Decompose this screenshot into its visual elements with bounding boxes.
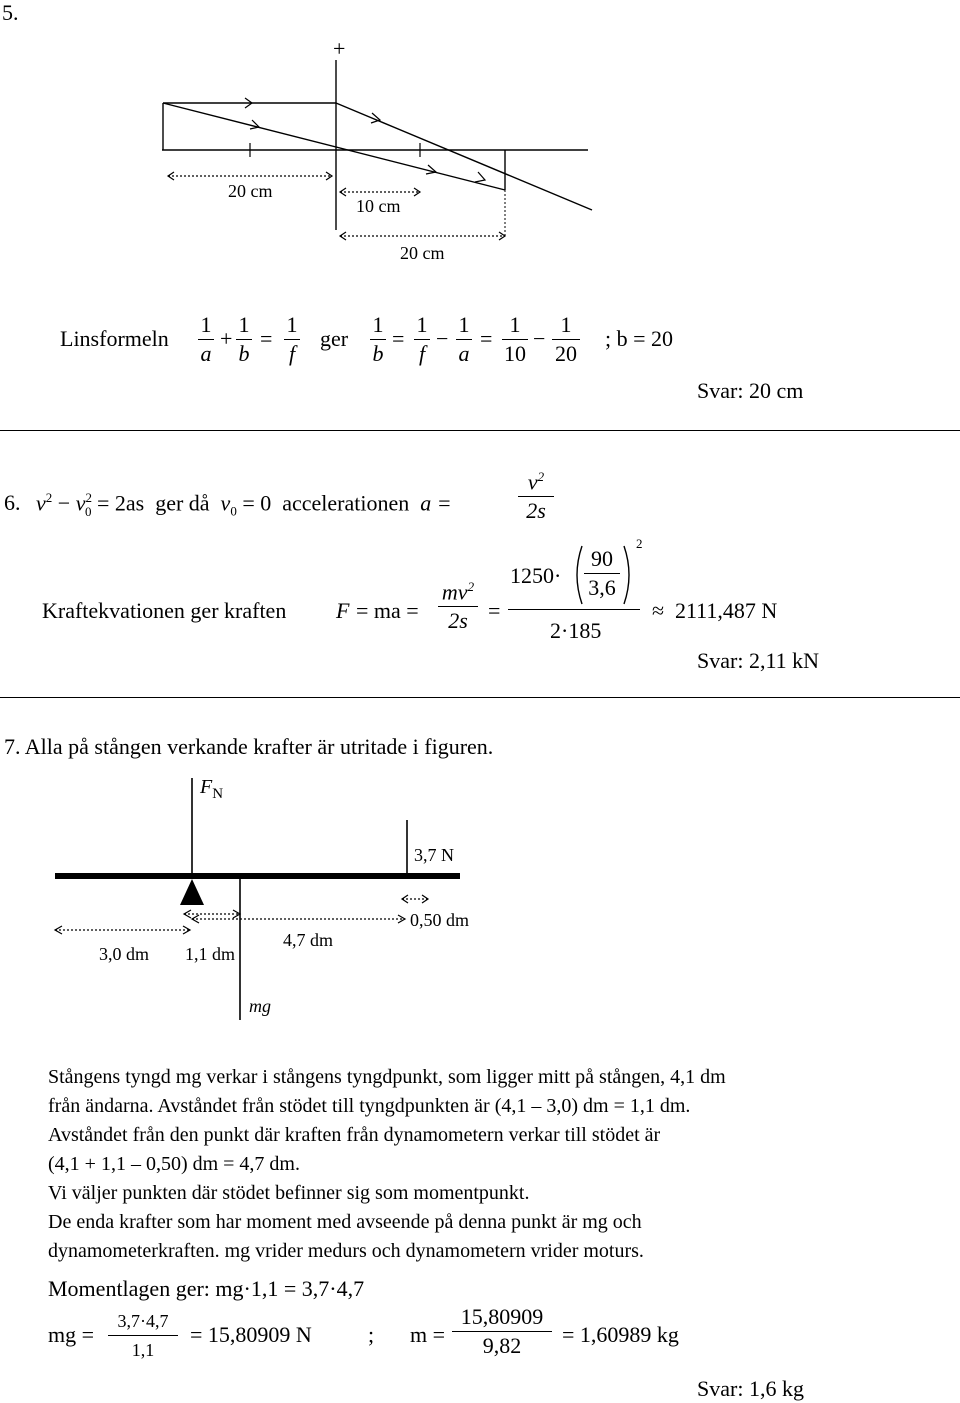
label-normal-force: $F_N$ [200, 776, 224, 802]
big-den: 2·185 [550, 618, 602, 643]
frac-v2-over-2s: $v^2$ 2s [518, 464, 554, 524]
semicolon: ; [368, 1322, 375, 1347]
lens-plus-sign: + [333, 36, 346, 61]
moment-law-equation: Momentlagen ger: mg·1,1 = 3,7·4,7 [48, 1276, 365, 1301]
equals-sign-2: = [392, 326, 405, 351]
m-eq-label: m = [410, 1322, 446, 1347]
explanation-paragraph [48, 1063, 928, 1266]
frac-90-over-3-6: 90 3,6 [584, 546, 620, 601]
label-distance-4-7dm: 4,7 dm [283, 930, 334, 950]
problem-5-number: 5. [2, 0, 19, 25]
frac-mg: 3,7·4,7 1,1 [108, 1308, 178, 1363]
lens-formula-label: Linsformeln [60, 326, 169, 351]
minus-sign: − [436, 326, 449, 351]
dim-label-10cm: 10 cm [356, 196, 401, 216]
paragraph-line: De enda krafter som har moment med avseende på denna punkt är mg och [48, 1211, 642, 1233]
answer-7: Svar: 1,6 kg [697, 1376, 804, 1401]
dim-label-20cm-object: 20 cm [228, 181, 273, 201]
frac-1-over-20: 1 20 [552, 312, 580, 367]
dim-label-20cm-image: 20 cm [400, 243, 445, 263]
force-equation-label: Kraftekvationen ger kraften [42, 598, 287, 623]
frac-1-over-a-2: 1 a [456, 312, 472, 367]
frac-1-over-10: 1 10 [504, 312, 526, 366]
equals-sign-3: = [480, 326, 493, 351]
frac-1-over-a: 1 a [198, 312, 214, 367]
mg-result: = 15,80909 N [190, 1322, 312, 1347]
b-result: ; b = 20 [605, 326, 674, 351]
force-eq-ma: = ma = [356, 598, 419, 623]
mg-eq-label: mg = [48, 1322, 95, 1347]
kinematic-equation: $v^2 - v^2_0 = 2as$ ger då $v_0 = 0$ accelerationen a = [36, 490, 452, 519]
paragraph-line: Stångens tyngd mg verkar i stångens tyngdpunkt, som ligger mitt på stången, 4,1 dm [48, 1066, 726, 1088]
label-distance-0-50dm: 0,50 dm [410, 910, 470, 930]
equals-sign: = [260, 326, 273, 351]
equals-sign-6: = [488, 598, 501, 623]
label-distance-1-1dm: 1,1 dm [185, 944, 236, 964]
problem-7-intro: 7. Alla på stången verkande krafter är utritade i figuren. [4, 734, 494, 759]
frac-mv2-over-2s: $mv^2$ 2s [438, 574, 478, 634]
frac-1-over-b: 1 b [236, 312, 252, 367]
paragraph-line: från ändarna. Avståndet från stödet till tyngdpunkten är (4,1 – 3,0) dm = 1,1 dm. [48, 1095, 691, 1117]
approx-sign: ≈ [652, 598, 665, 623]
paragraph-line: Vi väljer punkten där stödet befinner sig som momentpunkt. [48, 1182, 530, 1204]
label-weight-mg: mg [249, 996, 271, 1016]
paragraph-line: (4,1 + 1,1 – 0,50) dm = 4,7 dm. [48, 1153, 300, 1175]
ger-word: ger [320, 326, 349, 351]
paragraph-line: dynamometerkraften. mg vrider medurs och dynamometern vrider moturs. [48, 1240, 644, 1262]
problem-6-number: 6. [4, 490, 21, 515]
frac-1-over-f: 1 f [284, 312, 300, 367]
answer-5: Svar: 20 cm [697, 378, 804, 403]
frac-m: 15,80909 9,82 [452, 1304, 552, 1359]
frac-1-over-b-2: 1 b [370, 312, 386, 367]
label-dynamometer-force: 3,7 N [414, 845, 454, 865]
force-value: 2111,487 N [675, 598, 778, 623]
label-distance-3-0dm: 3,0 dm [99, 944, 150, 964]
frac-1-over-f-2: 1 f [414, 312, 430, 367]
big-num-sup: 2 [636, 536, 643, 551]
big-num-1250: 1250· [510, 563, 562, 588]
m-result: = 1,60989 kg [562, 1322, 679, 1347]
plus-sign: + [220, 326, 233, 351]
minus-sign-2: − [533, 326, 546, 351]
force-F: F [336, 598, 350, 623]
answer-6: Svar: 2,11 kN [697, 648, 820, 673]
paragraph-line: Avståndet från den punkt där kraften från dynamometern verkar till stödet är [48, 1124, 661, 1146]
